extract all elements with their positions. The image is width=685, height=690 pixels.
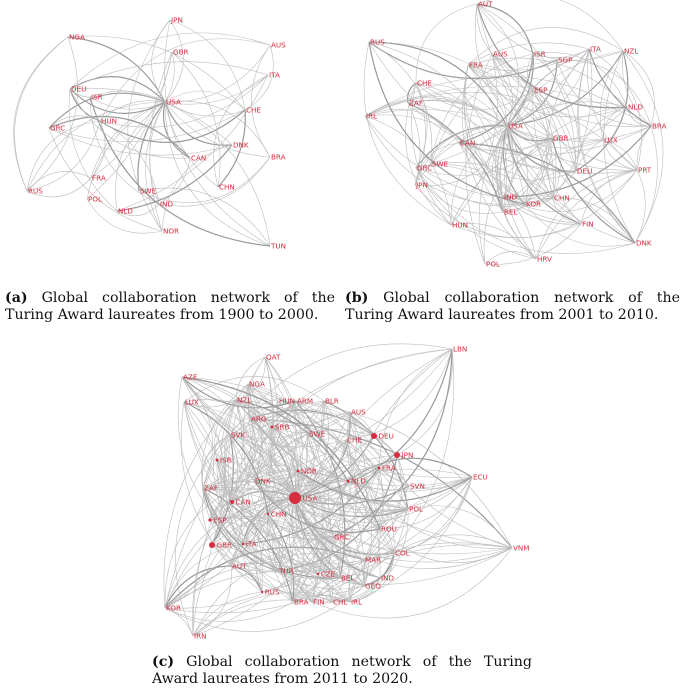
node-label-chn: CHN (270, 509, 287, 519)
node-label-nzl: NZL (237, 395, 252, 405)
node-label-nor: NOR (300, 466, 317, 476)
node-label-irn: IRN (194, 631, 207, 641)
node-label-nld: NLD (118, 206, 133, 216)
node-label-bel: BEL (341, 573, 355, 583)
node-label-bra: BRA (652, 121, 667, 131)
caption-c (152, 654, 532, 688)
node-label-zaf: ZAF (204, 483, 218, 493)
node-label-prt: PRT (638, 165, 652, 175)
network-graph-b (345, 0, 685, 275)
node-label-kor: KOR (166, 603, 181, 613)
node-label-geo: GEO (365, 581, 381, 591)
node-dot-chn (267, 513, 269, 515)
node-label-nld: NLD (628, 102, 643, 112)
node-label-cze: CZE (320, 569, 336, 579)
node-label-nga: NGA (69, 32, 85, 42)
caption-b-text: Global collaboration network of the Turing Award laureates from 2001 to 2010. (345, 290, 680, 323)
node-label-can: CAN (460, 138, 476, 148)
node-label-aus: AUS (351, 407, 366, 417)
node-label-qat: QAT (266, 352, 281, 362)
node-dot-nld (347, 480, 350, 483)
node-dot-srb (271, 426, 274, 429)
node-label-can: CAN (235, 497, 251, 507)
edge (139, 188, 270, 246)
node-label-kor: KOR (526, 199, 541, 209)
caption-a-tag: (a) (5, 290, 28, 306)
node-label-aus: AUS (493, 49, 508, 59)
node-label-hun: HUN (452, 220, 469, 230)
node-label-irl: IRL (366, 111, 378, 121)
node-dot-esp (208, 518, 211, 521)
node-label-tur: TUR (279, 566, 294, 576)
node-label-chl: CHL (333, 597, 348, 607)
node-label-aut: AUT (232, 561, 247, 571)
node-label-dnk: DNK (233, 140, 249, 150)
node-label-pol: POL (409, 504, 423, 514)
node-label-ita: ITA (269, 70, 280, 80)
node-label-rus: RUS (28, 186, 43, 196)
node-label-svk: SVK (231, 430, 246, 440)
node-label-fra: FRA (381, 463, 396, 473)
node-label-swe: SWE (309, 429, 326, 439)
node-label-srb: SRB (274, 422, 290, 432)
node-label-chn: CHN (554, 193, 570, 203)
node-label-deu: DEU (71, 84, 87, 94)
edge (536, 170, 637, 259)
node-dot-fra (378, 467, 381, 470)
node-label-ita: ITA (590, 44, 601, 54)
node-label-tun: TUN (271, 241, 287, 251)
node-dot-deu (371, 433, 377, 439)
node-label-lux: LUX (185, 397, 199, 407)
node-label-jpn: JPN (171, 15, 183, 25)
node-label-nld: NLD (350, 476, 366, 486)
edge (635, 126, 657, 243)
node-label-fra: FRA (469, 60, 483, 70)
edge (146, 102, 165, 231)
node-label-dnk: DNK (255, 476, 271, 486)
node-label-ind: IND (160, 199, 174, 209)
node-label-grc: GRC (334, 532, 350, 542)
node-label-aze: AZE (183, 372, 198, 382)
node-label-rou: ROU (381, 524, 397, 534)
node-label-hun: HUN (279, 396, 296, 406)
edge (27, 37, 78, 191)
network-graph-c (150, 340, 550, 645)
edge (152, 20, 170, 102)
node-dot-nor (297, 470, 300, 473)
edge (369, 42, 557, 79)
edge (477, 4, 533, 54)
node-label-chn: CHN (219, 182, 235, 192)
edge (579, 49, 635, 243)
node-label-rus: RUS (370, 37, 385, 47)
node-label-irl: IRL (351, 597, 363, 607)
node-label-ind: IND (381, 573, 395, 583)
node-label-esp: ESP (534, 85, 548, 95)
node-label-deu: DEU (378, 431, 394, 441)
node-label-can: CAN (191, 153, 207, 163)
node-label-hun: HUN (101, 116, 118, 126)
node-label-fin: FIN (582, 219, 594, 229)
node-label-swe: SWE (140, 186, 157, 196)
node-label-swe: SWE (432, 159, 449, 169)
node-label-fin: FIN (313, 597, 325, 607)
node-label-arm: ARM (297, 396, 314, 406)
node-dot-cze (317, 573, 319, 575)
caption-c-text: Global collaboration network of the Turing Award laureates from 2011 to 2020. (152, 654, 532, 687)
node-label-pol: POL (486, 259, 500, 269)
node-label-grc: GRC (50, 123, 66, 133)
edge (635, 170, 645, 243)
node-label-esp: ESP (213, 515, 227, 525)
node-label-aut: AUT (478, 0, 493, 9)
edge (91, 121, 105, 178)
caption-a (5, 290, 335, 324)
node-label-sgp: SGP (558, 55, 573, 65)
edge (165, 102, 232, 145)
node-dot-gbr (209, 542, 215, 548)
node-label-blr: BLR (325, 396, 339, 406)
node-label-che: CHE (347, 435, 362, 445)
node-dot-rus (261, 591, 263, 593)
node-label-deu: DEU (577, 166, 593, 176)
edge (14, 37, 68, 191)
edges-layer (14, 20, 274, 246)
node-label-gbr: GBR (173, 47, 189, 57)
caption-a-text: Global collaboration network of the Turing Award laureates from 1900 to 2000. (5, 290, 335, 323)
node-label-jpn: JPN (416, 180, 428, 190)
caption-b-tag: (b) (345, 290, 369, 306)
node-label-isr: ISR (91, 92, 103, 102)
node-label-isr: ISR (219, 455, 232, 465)
node-dot-usa (289, 492, 301, 504)
node-label-usa: USA (508, 121, 523, 131)
edge (637, 126, 651, 170)
node-label-hrv: HRV (537, 254, 552, 264)
node-label-rus: RUS (264, 587, 280, 597)
node-dot-ita (242, 543, 244, 545)
node-label-zaf: ZAF (409, 98, 423, 108)
edge (251, 45, 270, 157)
edge (364, 42, 451, 225)
edges-layer (364, 0, 663, 264)
node-label-arg: ARG (251, 414, 267, 424)
node-label-bel: BEL (504, 207, 518, 217)
node-label-ecu: ECU (473, 472, 488, 482)
node-label-bra: BRA (294, 597, 309, 607)
node-label-pol: POL (88, 194, 102, 204)
edge (159, 158, 190, 204)
node-label-nzl: NZL (624, 46, 639, 56)
node-label-gbr: GBR (553, 133, 569, 143)
node-label-lux: LUX (604, 135, 618, 145)
node-label-col: COL (395, 548, 410, 558)
node-label-bra: BRA (271, 152, 286, 162)
node-label-usa: USA (302, 493, 318, 503)
node-label-isr: ISR (534, 49, 546, 59)
node-dot-can (230, 500, 234, 504)
edge (553, 49, 592, 198)
node-label-aus: AUS (271, 40, 286, 50)
node-label-dnk: DNK (636, 238, 652, 248)
node-label-svn: SVN (410, 481, 425, 491)
edge (416, 168, 536, 259)
node-label-usa: USA (166, 97, 181, 107)
node-label-mar: MAR (365, 555, 382, 565)
node-label-ind: IND (504, 192, 518, 202)
edge (623, 51, 663, 243)
node-label-vnm: VNM (513, 543, 530, 553)
node-label-lbn: LBN (453, 344, 468, 354)
node-label-jpn: JPN (401, 450, 414, 460)
node-label-grc: GRC (417, 163, 433, 173)
edge (536, 170, 637, 259)
edge (451, 170, 637, 238)
node-label-fra: FRA (92, 173, 106, 183)
edge (394, 535, 512, 553)
node-label-ita: ITA (245, 539, 257, 549)
node-label-gbr: GBR (216, 540, 232, 550)
node-dot-jpn (394, 452, 400, 458)
caption-c-tag: (c) (152, 654, 175, 670)
edge (212, 349, 452, 545)
edge (346, 349, 452, 440)
caption-b (345, 290, 680, 324)
edge (15, 37, 68, 191)
node-dot-isr (216, 459, 219, 462)
network-graph-a (0, 0, 330, 260)
node-label-nga: NGA (249, 379, 265, 389)
node-label-che: CHE (417, 78, 432, 88)
node-label-nor: NOR (163, 226, 180, 236)
node-label-che: CHE (246, 105, 261, 115)
